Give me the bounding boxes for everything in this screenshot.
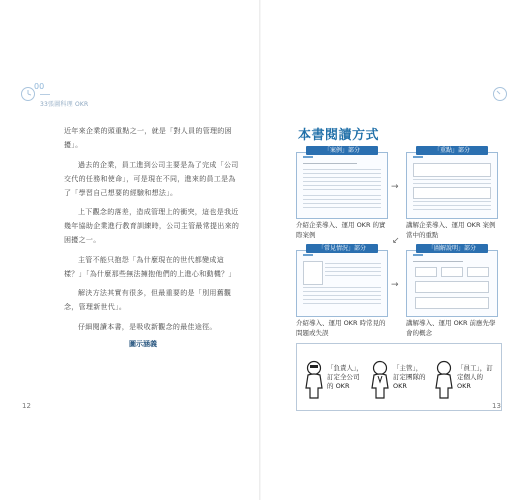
panel-tag: 「圖解說明」部分 [416,244,488,253]
page-number-right: 13 [492,402,501,410]
arrow-icon: → [391,280,399,290]
paragraph: 仔細閱讀本書，是吸收新觀念的最佳途徑。 [78,322,217,331]
legend-label: 「負責人」，訂定全公司的 OKR [327,364,363,390]
panel-caption: 講解導入、運用 OKR 前應先學會的概念 [406,319,496,337]
page-thumbnail [406,152,498,219]
panel-caption: 介紹企業導入、運用 OKR 的實際案例 [296,221,386,239]
panel-caption: 介紹導入、運用 OKR 時常見的問題或失誤 [296,319,386,337]
legend-label: 「主管」，訂定團隊的 OKR [393,364,426,390]
body-text [64,124,240,339]
arrow-icon: ↙ [392,236,400,246]
arrow-icon: → [391,182,399,192]
legend-title: 圖示涵義 [100,339,186,349]
page-thumbnail [406,250,498,317]
paragraph: 近年來企業的頭重點之一，就是「對人員的管理的困擾」。 [64,127,232,149]
header-rule [40,94,50,95]
page-fold [259,0,261,500]
legend-label: 「員工」，訂定個人的 OKR [457,364,493,390]
person-figure-icon [369,360,391,400]
icon-legend [296,343,502,411]
section-title: 本書閱讀方式 [298,128,380,143]
person-figure-icon [303,360,325,400]
panel-tag: 「常見情況」部分 [306,244,378,253]
paragraph: 解決方法其實有很多，但最重要的是「別用舊觀念，管理新世代」。 [64,289,232,311]
paragraph: 上下觀念的落差，造成管理上的衝突，這也是我近幾年協助企業進行教育訓練時，公司主管最常提出來的困擾之一。 [64,208,240,244]
person-figure-icon [433,360,455,400]
panel-tag: 「案例」部分 [306,146,378,155]
panel-tag: 「重點」部分 [416,146,488,155]
chapter-number: 00 [34,82,45,91]
paragraph: 主管不能只抱怨「為什麼現在的世代都變成這樣？」「為什麼那些無法擁抱他們的上進心和動機？」 [64,255,236,278]
paragraph: 過去的企業，員工進到公司主要是為了完成「公司交代的任務和使命」，可是現在不同，進來的員工是為了「學習自己想要的經驗和想法」。 [64,160,239,197]
panel-caption: 講解企業導入、運用 OKR 案例當中的重點 [406,221,496,239]
running-head: 33張圖科理 OKR [40,101,89,108]
page-number-left: 12 [22,402,31,410]
page-thumbnail [296,250,388,317]
page-thumbnail [296,152,388,219]
clock-icon [492,86,508,102]
